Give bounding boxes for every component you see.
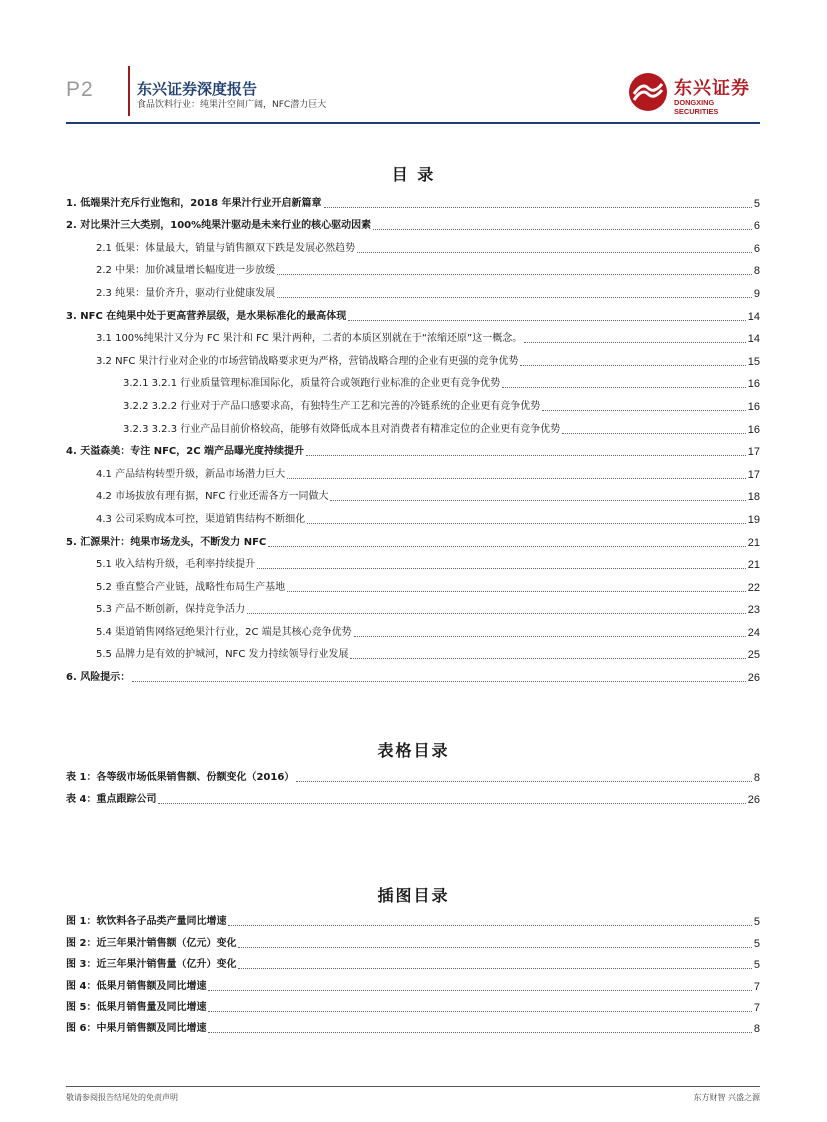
toc-leader-dots <box>208 990 751 991</box>
toc-entry-label: 2.1 低果：体量最大，销量与销售额双下跌是发展必然趋势 <box>96 242 356 254</box>
toc-entry-label: 5.2 垂直整合产业链，战略性布局生产基地 <box>96 581 286 593</box>
toc-entry[interactable] <box>66 504 760 527</box>
toc-entry-label: 5.5 品牌力是有效的护城河，NFC 发力持续领导行业发展 <box>96 649 349 661</box>
toc-leader-dots <box>542 410 746 411</box>
toc-entry-page: 19 <box>747 513 760 526</box>
toc-leader-dots <box>158 803 745 804</box>
toc-entry-label: 5.1 收入结构升级，毛利率持续提升 <box>96 559 256 571</box>
toc-leader-dots <box>306 455 746 456</box>
toc-title: 目 录 <box>391 165 436 184</box>
logo-mark-icon <box>628 72 668 112</box>
toc-entry-page: 6 <box>753 242 760 255</box>
toc-leader-dots <box>357 252 752 253</box>
toc-leader-dots <box>132 681 746 682</box>
toc-entry-label: 图 3：近三年果汁销售量（亿升）变化 <box>66 959 237 971</box>
toc-entry[interactable] <box>66 278 760 301</box>
toc-entry-label: 2.2 中果：加价减量增长幅度进一步放缓 <box>96 265 276 277</box>
figures-title: 插图目录 <box>377 886 450 905</box>
toc-leader-dots <box>562 433 746 434</box>
toc-entry-label: 图 4：低果月销售额及同比增速 <box>66 980 207 992</box>
toc-entry-label: 4.1 产品结构转型升级，新品市场潜力巨大 <box>96 468 286 480</box>
toc-entry-page: 8 <box>753 772 760 785</box>
toc-entry[interactable] <box>66 662 760 685</box>
toc-entry-page: 8 <box>753 1023 760 1036</box>
toc-entry-label: 6. 风险提示： <box>66 672 131 684</box>
footer-disclaimer: 敬请参阅报告结尾处的免责声明 <box>66 1093 178 1102</box>
toc-entry[interactable] <box>66 972 760 993</box>
toc-leader-dots <box>257 568 746 569</box>
toc-list <box>66 188 760 685</box>
toc-leader-dots <box>354 636 746 637</box>
toc-leader-dots <box>287 478 746 479</box>
toc-leader-dots <box>350 658 745 659</box>
toc-entry-label: 3.2.1 3.2.1 行业质量管理标准国际化，质量符合或领跑行业标准的企业更有竞争优势 <box>123 378 501 390</box>
toc-entry-page: 17 <box>747 468 760 481</box>
toc-entry-label: 3.2 NFC 果汁行业对企业的市场营销战略要求更为严格，营销战略合理的企业有更强的竞争优势 <box>96 355 519 367</box>
toc-entry-page: 21 <box>747 559 760 572</box>
toc-entry-page: 9 <box>753 287 760 300</box>
toc-entry-label: 图 6：中果月销售额及同比增速 <box>66 1023 207 1035</box>
toc-leader-dots <box>373 229 752 230</box>
toc-entry-label: 表 1：各等级市场低果销售额、份额变化（2016） <box>66 772 295 784</box>
toc-entry-label: 3.2.3 3.2.3 行业产品目前价格较高，能够有效降低成本且对消费者有精准定位的企业更有竞争优势 <box>123 423 561 435</box>
toc-entry[interactable] <box>66 482 760 505</box>
toc-entry-page: 23 <box>747 604 760 617</box>
toc-entry-page: 15 <box>747 355 760 368</box>
toc-entry-page: 6 <box>753 220 760 233</box>
toc-entry-label: 5. 汇源果汁：纯果市场龙头，不断发力 NFC <box>66 536 267 548</box>
toc-entry[interactable] <box>66 764 760 785</box>
page-header <box>0 0 827 130</box>
toc-entry[interactable] <box>66 346 760 369</box>
toc-entry-label: 图 1：软饮料各子品类产量同比增速 <box>66 916 227 928</box>
toc-entry[interactable] <box>66 595 760 618</box>
toc-leader-dots <box>287 591 746 592</box>
toc-entry-label: 2. 对比果汁三大类别，100%纯果汁驱动是未来行业的核心驱动因素 <box>66 220 372 232</box>
toc-entry-page: 7 <box>753 1001 760 1014</box>
page-number: P2 <box>66 78 94 101</box>
toc-entry-page: 16 <box>747 400 760 413</box>
toc-entry-page: 7 <box>753 980 760 993</box>
toc-entry-page: 5 <box>753 959 760 972</box>
company-logo <box>628 70 760 116</box>
toc-entry[interactable] <box>66 188 760 211</box>
toc-entry[interactable] <box>66 414 760 437</box>
toc-entry-page: 14 <box>747 310 760 323</box>
toc-entry-page: 16 <box>747 378 760 391</box>
toc-leader-dots <box>330 500 745 501</box>
toc-leader-dots <box>524 342 746 343</box>
toc-entry[interactable] <box>66 951 760 972</box>
toc-entry-page: 24 <box>747 626 760 639</box>
toc-entry[interactable] <box>66 233 760 256</box>
toc-entry-page: 14 <box>747 333 760 346</box>
toc-leader-dots <box>228 925 751 926</box>
toc-entry[interactable] <box>66 1015 760 1036</box>
logo-text-cn: 东兴证券 <box>674 78 750 99</box>
toc-entry-page: 17 <box>747 446 760 459</box>
tables-title: 表格目录 <box>377 741 450 760</box>
toc-entry[interactable] <box>66 617 760 640</box>
toc-entry-label: 图 2：近三年果汁销售额（亿元）变化 <box>66 937 237 949</box>
figures-list <box>66 908 760 1036</box>
tables-list <box>66 764 760 807</box>
toc-entry[interactable] <box>66 437 760 460</box>
toc-entry[interactable] <box>66 301 760 324</box>
toc-entry[interactable] <box>66 550 760 573</box>
toc-leader-dots <box>247 613 746 614</box>
toc-entry-label: 2.3 纯果：量价齐升，驱动行业健康发展 <box>96 287 276 299</box>
toc-entry[interactable] <box>66 211 760 234</box>
toc-entry[interactable] <box>66 256 760 279</box>
toc-leader-dots <box>208 1011 751 1012</box>
toc-entry[interactable] <box>66 929 760 950</box>
toc-leader-dots <box>502 387 746 388</box>
toc-leader-dots <box>238 968 751 969</box>
toc-entry-label: 4.2 市场拔放有理有据，NFC 行业还需各方一同做大 <box>96 491 329 503</box>
toc-entry-page: 18 <box>747 491 760 504</box>
toc-entry[interactable] <box>66 640 760 663</box>
toc-entry[interactable] <box>66 572 760 595</box>
footer-rule <box>66 1086 760 1087</box>
toc-leader-dots <box>238 947 751 948</box>
toc-entry-label: 表 4：重点跟踪公司 <box>66 793 157 805</box>
report-subtitle: 食品饮料行业：纯果汁空间广阔，NFC潜力巨大 <box>137 100 327 110</box>
logo-text-en: DONGXING SECURITIES <box>674 98 719 116</box>
toc-entry-label: 图 5：低果月销售量及同比增速 <box>66 1001 207 1013</box>
toc-leader-dots <box>208 1032 751 1033</box>
toc-leader-dots <box>277 297 752 298</box>
toc-entry-page: 5 <box>753 916 760 929</box>
toc-entry-page: 22 <box>747 581 760 594</box>
footer-slogan: 东方财智 兴盛之源 <box>693 1093 760 1102</box>
toc-entry[interactable] <box>66 785 760 806</box>
toc-entry-page: 25 <box>747 649 760 662</box>
report-title: 东兴证券深度报告 <box>137 80 258 98</box>
toc-leader-dots <box>296 781 752 782</box>
toc-entry-page: 5 <box>753 197 760 210</box>
toc-leader-dots <box>268 546 745 547</box>
toc-entry-page: 26 <box>747 672 760 685</box>
toc-entry[interactable] <box>66 391 760 414</box>
toc-entry[interactable] <box>66 994 760 1015</box>
toc-leader-dots <box>324 207 752 208</box>
toc-leader-dots <box>520 365 745 366</box>
toc-entry-label: 4.3 公司采购成本可控，渠道销售结构不断细化 <box>96 513 306 525</box>
header-rule <box>66 122 760 124</box>
toc-entry-page: 8 <box>753 265 760 278</box>
toc-leader-dots <box>277 274 752 275</box>
toc-entry-label: 3. NFC 在纯果中处于更高营养层级，是水果标准化的最高体现 <box>66 310 347 322</box>
toc-entry-label: 4. 天溢森美：专注 NFC，2C 端产品曝光度持续提升 <box>66 446 305 458</box>
header-divider <box>128 66 130 116</box>
toc-entry-label: 5.4 渠道销售网络冠绝果汁行业，2C 端是其核心竞争优势 <box>96 626 352 638</box>
toc-entry-page: 5 <box>753 937 760 950</box>
toc-entry[interactable] <box>66 527 760 550</box>
toc-entry[interactable] <box>66 908 760 929</box>
toc-entry-page: 16 <box>747 423 760 436</box>
toc-entry[interactable] <box>66 369 760 392</box>
toc-leader-dots <box>307 523 746 524</box>
toc-entry-label: 1. 低端果汁充斥行业饱和，2018 年果汁行业开启新篇章 <box>66 197 322 209</box>
toc-entry-page: 26 <box>747 793 760 806</box>
toc-entry[interactable] <box>66 459 760 482</box>
toc-entry-label: 3.2.2 3.2.2 行业对于产品口感要求高，有独特生产工艺和完善的冷链系统的企业更有竞争优势 <box>123 400 541 412</box>
toc-leader-dots <box>348 320 745 321</box>
toc-entry-label: 5.3 产品不断创新，保持竞争活力 <box>96 604 246 616</box>
toc-entry[interactable] <box>66 324 760 347</box>
toc-entry-page: 21 <box>747 536 760 549</box>
toc-entry-label: 3.1 100%纯果汁又分为 FC 果汁和 FC 果汁两种，二者的本质区别就在于“浓缩还原”这一概念。 <box>96 333 523 345</box>
